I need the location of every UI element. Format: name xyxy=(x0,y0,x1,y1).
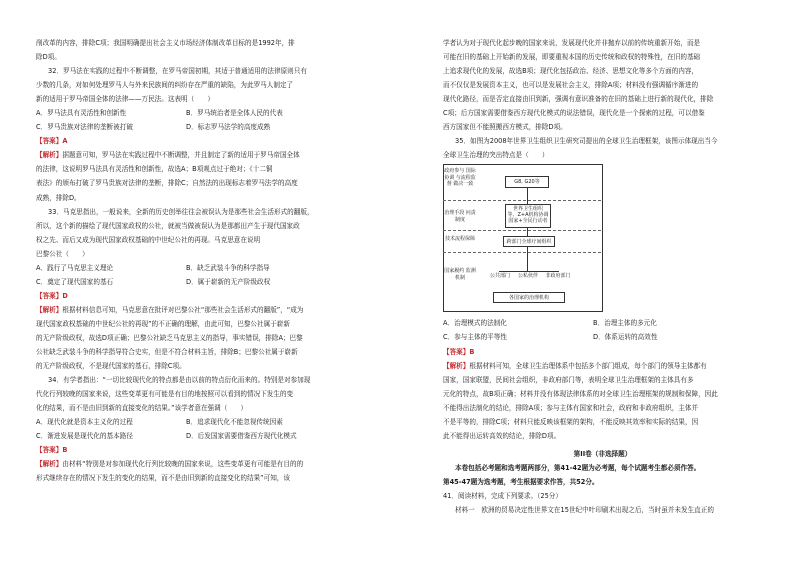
diagram-divider xyxy=(443,230,601,231)
analysis-tag: 【解析】 xyxy=(36,151,63,160)
diagram-node-partnership: 公私伙伴 xyxy=(515,272,541,282)
answer-options-row xyxy=(36,415,383,429)
text-line: 巴黎公社（ ） xyxy=(36,249,89,258)
text-line: C项；后方国家需要借鉴西方现代化模式的说法错误，现代化是一个探索的过程，可以借鉴 xyxy=(443,109,705,118)
answer-options-row xyxy=(443,316,762,330)
diagram-label-monitoring: 国家履约 监测机制 xyxy=(444,268,476,281)
text-line: 化的结果，而不是由旧到新的直接变化的结果。”该学者意在强调（ ） xyxy=(36,404,248,413)
answer-options-row xyxy=(36,120,383,134)
text-line: 学者认为对于现代化起步晚的国家来说，发展现代化并非抛弃以前的传统重新开始，而是 xyxy=(443,39,701,47)
text-line: 的法律，这说明罗马法具有灵活性和创新性，故选A；B项观点过于绝对；《十二铜 xyxy=(36,165,273,174)
text-line: 第45-47题为选考题，考生根据要求作答，共52分。 xyxy=(443,477,599,486)
answer-option: D．属于崭新的无产阶级政权 xyxy=(186,277,271,286)
answer-option: A．治理模式的法制化 xyxy=(443,319,507,328)
answer-line: 【答案】D xyxy=(36,291,68,300)
text-line: 35．如图为2008年世界卫生组织卫生研究司提出的全球卫生治理框架，该图示体现出当今 xyxy=(455,137,718,146)
text-line: 公社缺乏武装斗争的科学指导符合史实，但是不符合材料主旨，排除B；巴黎公社属于崭新 xyxy=(36,348,298,357)
right-bottom-text xyxy=(443,316,762,517)
answer-option: A．践行了马克思主义理论 xyxy=(36,263,114,272)
diagram-top-box: G8, G20等 xyxy=(505,176,549,188)
answer-options-row xyxy=(36,261,383,275)
text-line: 可能在旧的基础上开始新的发展，即要重视本国的历史传统和政权的特殊性，在旧的基础 xyxy=(443,53,701,62)
text-line: 形式继续存在的情况下发生的变化的结果，而不是由旧到新的直接变化的结果”可知，该 xyxy=(36,474,290,483)
text-line: 33．马克思指出，一般说来，全新的历史创举往往会被误认为是那些社会生活形式的翻版， xyxy=(48,207,314,216)
answer-option: B．追求现代化不能忽视传统因素 xyxy=(186,418,283,427)
answer-options-row xyxy=(36,429,383,443)
diagram-label-policy: 政府参与 国际协调 与流程监督 做决一致 xyxy=(444,168,476,188)
answer-option: A．罗马法具有灵活性和创新性 xyxy=(36,109,127,118)
text-line: 的无产阶级政权，不是现代国家的基石，排除C项。 xyxy=(36,362,186,371)
text-line: 成熟，排除D。 xyxy=(36,193,81,202)
answer-option: C．参与主体的平等性 xyxy=(443,333,507,342)
text-line: 【解析】根据材料可知，全球卫生治理体系中包括多个部门组成，每个部门的领导主体都有 xyxy=(443,361,707,370)
text-line: 国家，国家联盟，民间社会组织，非政府部门等，表明全球卫生治理框架的主体具有多 xyxy=(443,375,694,384)
text-line: 所以，这个新的描绘了现代国家政权的公社，就被当做被误认为是那都田产生于现代国家政 xyxy=(36,221,300,230)
text-line: 西方国家但不能照搬西方模式，排除D项。 xyxy=(443,123,567,132)
diagram-divider xyxy=(443,252,601,253)
text-line: 现代化路径，而是否定直接由旧到新，强调有意识准备的在旧的基础上进行新的现代化，排除 xyxy=(443,95,714,104)
governance-diagram xyxy=(443,164,762,314)
text-line: 少数的几条，对如何处理罗马人与外来民族间的纠纷存在严重的缺陷，为此罗马人制定了 xyxy=(36,81,294,90)
analysis-tag: 【解析】 xyxy=(36,305,63,314)
text-line: 的无产阶级政权，故选D项正确；巴黎公社缺乏马克思主义的指导，事实错误，排除A；巴黎 xyxy=(36,333,303,342)
answer-options-row xyxy=(443,330,762,344)
text-line: 材料一 欧洲的贸易决定性世界文在15世纪中叶印刷术出现之后，当时虽并未发生直正的 xyxy=(455,506,714,515)
right-top-text xyxy=(443,36,762,162)
answer-option: C．罗马贵族对法律的垄断被打破 xyxy=(36,123,133,132)
answer-option: A．现代化就是资本主义化的过程 xyxy=(36,418,133,427)
text-line: 【解析】由材料“特别是对参加现代化行列比较晚的国家来说，这些变革更有可能是有目的的 xyxy=(36,460,304,469)
text-line: 现代国家政权基础的中世纪公社的再现”的不正确的理解，由此可知，巴黎公社属于崭新 xyxy=(36,319,290,328)
answer-line: 【答案】A xyxy=(36,137,68,146)
answer-line: 【答案】B xyxy=(36,446,68,455)
diagram-connector xyxy=(527,188,528,204)
analysis-tag: 【解析】 xyxy=(36,460,63,469)
text-line: 元化的特点，故B项正确；材料并没有体现法律体系的对全球卫生治理框架的规制和保障，因此 xyxy=(443,389,718,398)
answer-line: 【答案】B xyxy=(443,347,475,356)
text-line: 除D项。 xyxy=(36,53,61,62)
text-line: 上追求现代化的发展，故选B项；现代化包括政治、经济、思想文化等多个方面的内容， xyxy=(443,67,699,76)
text-line: 34．有学者指出：“一切比较现代化的特点都是由以前的特点衍化而来的。特别是对参加现 xyxy=(48,376,311,385)
text-line: 【解析】据题意可知，罗马法在实践过程中不断调整，并且制定了新的适用于罗马帝国全体 xyxy=(36,151,300,160)
text-line: 第II卷（非选择题） xyxy=(573,449,632,458)
text-line: 而不仅仅是发展资本主义，也可以是发展社会主义，排除A项；材料没有强调循序渐进的 xyxy=(443,81,699,90)
answer-options-row xyxy=(36,275,383,289)
diagram-node-public: 公共部门 xyxy=(487,272,513,282)
text-line: 【解析】根据材料信息可知，马克思意在批评对巴黎公社“那些社会生活形式的翻版”，“成为 xyxy=(36,305,304,314)
text-line: 削改革的内容，排除C项；我国明确提出社会主义市场经济体制改革目标的是1992年，排 xyxy=(36,39,295,47)
text-line: 不是平等的，排除C项；材料只能反映该框架的架构，不能反映其效率和实际的结果，因 xyxy=(443,417,699,426)
text-line: 全球卫生治理的突出特点是（ ） xyxy=(443,151,549,160)
diagram-label-governance: 治理手段 问责制度 xyxy=(444,210,476,223)
analysis-tag: 【解析】 xyxy=(443,361,470,370)
text-line: 表法》的颁布打破了罗马贵族对法律的垄断，排除C；自然法的出现标志着罗马法学的高度 xyxy=(36,179,298,188)
text-line: 32．罗马法在实践的过程中不断调整，在罗马帝国初期，其适于普通适用的法律原则只有 xyxy=(48,67,307,76)
diagram-divider xyxy=(443,200,601,201)
text-line: 41．阅读材料，完成下列要求。（25分） xyxy=(443,491,562,500)
answer-option: C．渐进发展是现代化的基本路径 xyxy=(36,432,133,441)
text-line: 新的适用于罗马帝国全体的法律——万民法。这表明（ ） xyxy=(36,95,215,104)
diagram-tech-box: 跨部门全球疗间组织 xyxy=(503,236,555,247)
text-line: 代化行列较晚的国家来说，这些变革更有可能是有目的地按照可以看到的情况下发生的变 xyxy=(36,390,294,399)
diagram-connector xyxy=(527,247,528,271)
right-page xyxy=(397,0,794,562)
answer-option: B．罗马统治者是全体人民的代表 xyxy=(186,109,283,118)
answer-option: B．缺乏武装斗争的科学指导 xyxy=(186,263,270,272)
diagram-node-ngo: 非政府部门 xyxy=(543,272,573,282)
text-line: 权之先、而后又成为现代国家政权基础的中世纪公社的再现。马克思意在说明 xyxy=(36,235,261,244)
diagram-connector xyxy=(527,228,528,236)
diagram-label-tech: 技术流程保障 xyxy=(444,236,475,243)
text-line: 不能得出法制化的结论，排除A项；参与主体有国家和社会，政府和非政府组织，主体并 xyxy=(443,403,699,412)
answer-options-row xyxy=(36,106,383,120)
diagram-bottom-box: 各国家的治理机构 xyxy=(493,292,565,303)
diagram-mid-box: 世界卫生组织 等、Z+A机构协调 国家+全民行动者 xyxy=(505,204,551,228)
answer-option: D．标志罗马法学的高度成熟 xyxy=(186,123,271,132)
answer-option: C．奠定了现代国家的基石 xyxy=(36,277,114,286)
answer-option: D．体系运转的高效性 xyxy=(593,333,658,342)
answer-option: B．治理主体的多元化 xyxy=(593,319,657,328)
answer-option: D．后发国家需要借鉴西方现代化模式 xyxy=(186,432,297,441)
text-line: 本卷包括必考题和选考题两部分，第41-42题为必考题，每个试题考生都必须作答。 xyxy=(455,463,701,472)
text-line: 此不能得出运转高效的结论，排除D项。 xyxy=(443,431,561,440)
